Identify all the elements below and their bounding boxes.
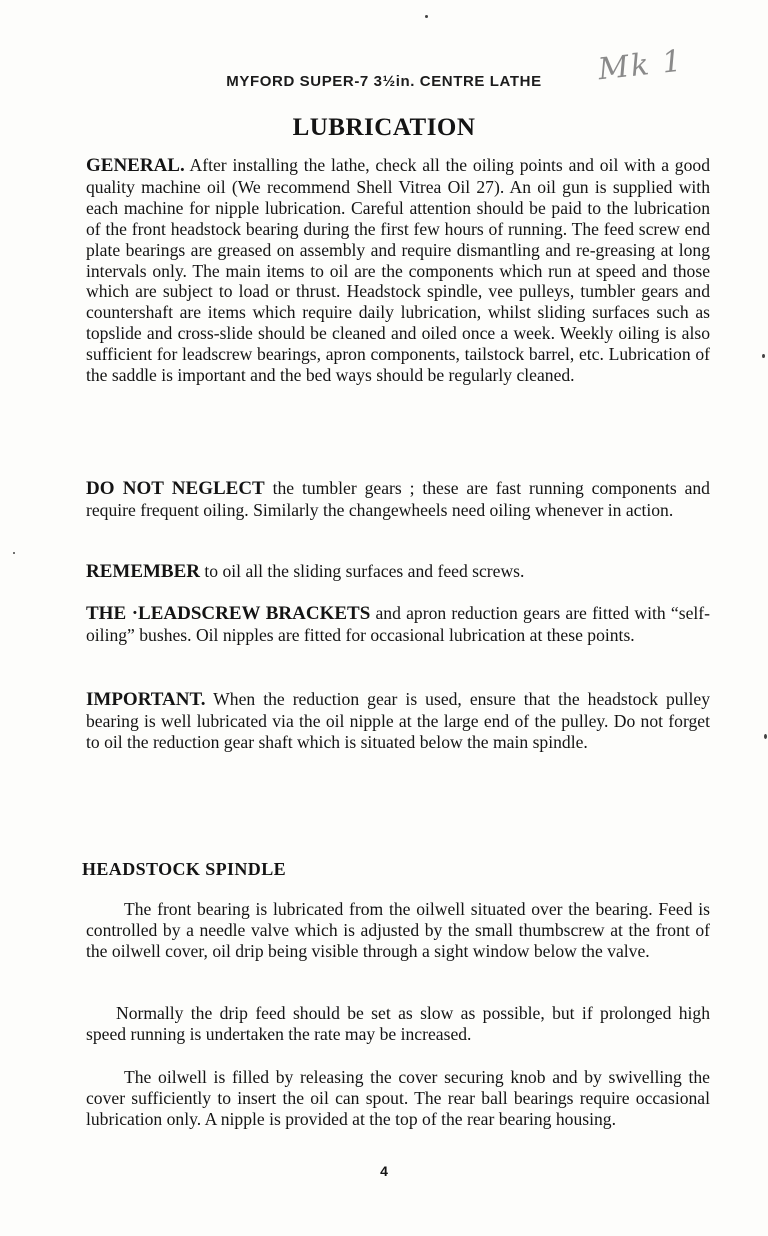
scan-speck: [762, 354, 765, 358]
headstock-paragraph: Normally the drip feed should be set as slow as possible, but if prolonged high speed running is undertaken the rate may be increased.: [86, 1003, 710, 1044]
section-heading: HEADSTOCK SPINDLE: [82, 859, 287, 879]
paragraph-leadscrew-brackets: [86, 603, 710, 646]
paragraph-text: the tumbler gears ; these are fast running components and require frequent oiling. Similarly the changewheels need oiling whenever in action.: [86, 478, 710, 520]
paragraph-lead: THE ·LEADSCREW BRACKETS: [86, 603, 371, 624]
paragraph-text: to oil all the sliding surfaces and feed screws.: [200, 561, 525, 581]
paragraph-lead: IMPORTANT.: [86, 689, 206, 710]
page-title: LUBRICATION: [292, 114, 476, 141]
headstock-paragraph: The oilwell is filled by releasing the cover securing knob and by swivelling the cover sufficiently to insert the oil can spout. The rear ball bearings require occasional lubrication only. A nipple is provided at the top of the rear bearing housing.: [86, 1067, 710, 1129]
handwritten-annotation: Mk 1: [596, 43, 686, 88]
scan-speck: [13, 552, 15, 554]
paragraph-lead: REMEMBER: [86, 561, 200, 582]
paragraph-text: When the reduction gear is used, ensure that the headstock pulley bearing is well lubricated via the oil nipple at the large end of the pulley. Do not forget to oil the reduction gear shaft which is situated below the main spindle.: [86, 689, 710, 752]
headstock-paragraph: The front bearing is lubricated from the oilwell situated over the bearing. Feed is controlled by a needle valve which is adjusted by the small thumbscrew at the front of the oilwell cover, oil drip being visible through a sight window below the valve.: [86, 899, 710, 961]
paragraph-remember: [86, 561, 710, 583]
scan-speck: [425, 15, 428, 18]
scan-speck: [764, 734, 767, 739]
paragraph-lead: GENERAL.: [86, 155, 185, 176]
page-number: 4: [380, 1163, 388, 1179]
paragraph-text: After installing the lathe, check all the oiling points and oil with a good quality machine oil (We recommend Shell Vitrea Oil 27). An oil gun is supplied with each machine for nipple lubrication. Careful attention should be paid to the lubrication of the front headstock bearing during the first few hours of running. The feed screw end plate bearings are greased on assembly and require dismantling and re-greasing at long intervals only. The main items to oil are the components which run at speed and those which are subject to load or thrust. Headstock spindle, vee pulleys, tumbler gears and countershaft are items which require daily lubrication, whilst sliding surfaces such as topslide and cross-slide should be cleaned and oiled once a week. Weekly oiling is also sufficient for leadscrew bearings, apron components, tailstock barrel, etc. Lubrication of the saddle is important and the bed ways should be regularly cleaned.: [86, 155, 710, 386]
paragraph-do-not-neglect: [86, 478, 710, 521]
paragraph-lead: DO NOT NEGLECT: [86, 478, 265, 499]
running-head: MYFORD SUPER-7 3½in. CENTRE LATHE: [226, 73, 542, 90]
paragraph-general: [86, 155, 710, 386]
paragraph-important: [86, 689, 710, 753]
paragraph-text: and apron reduction gears are fitted with “self-oiling” bushes. Oil nipples are fitted for occasional lubrication at these points.: [86, 603, 710, 645]
